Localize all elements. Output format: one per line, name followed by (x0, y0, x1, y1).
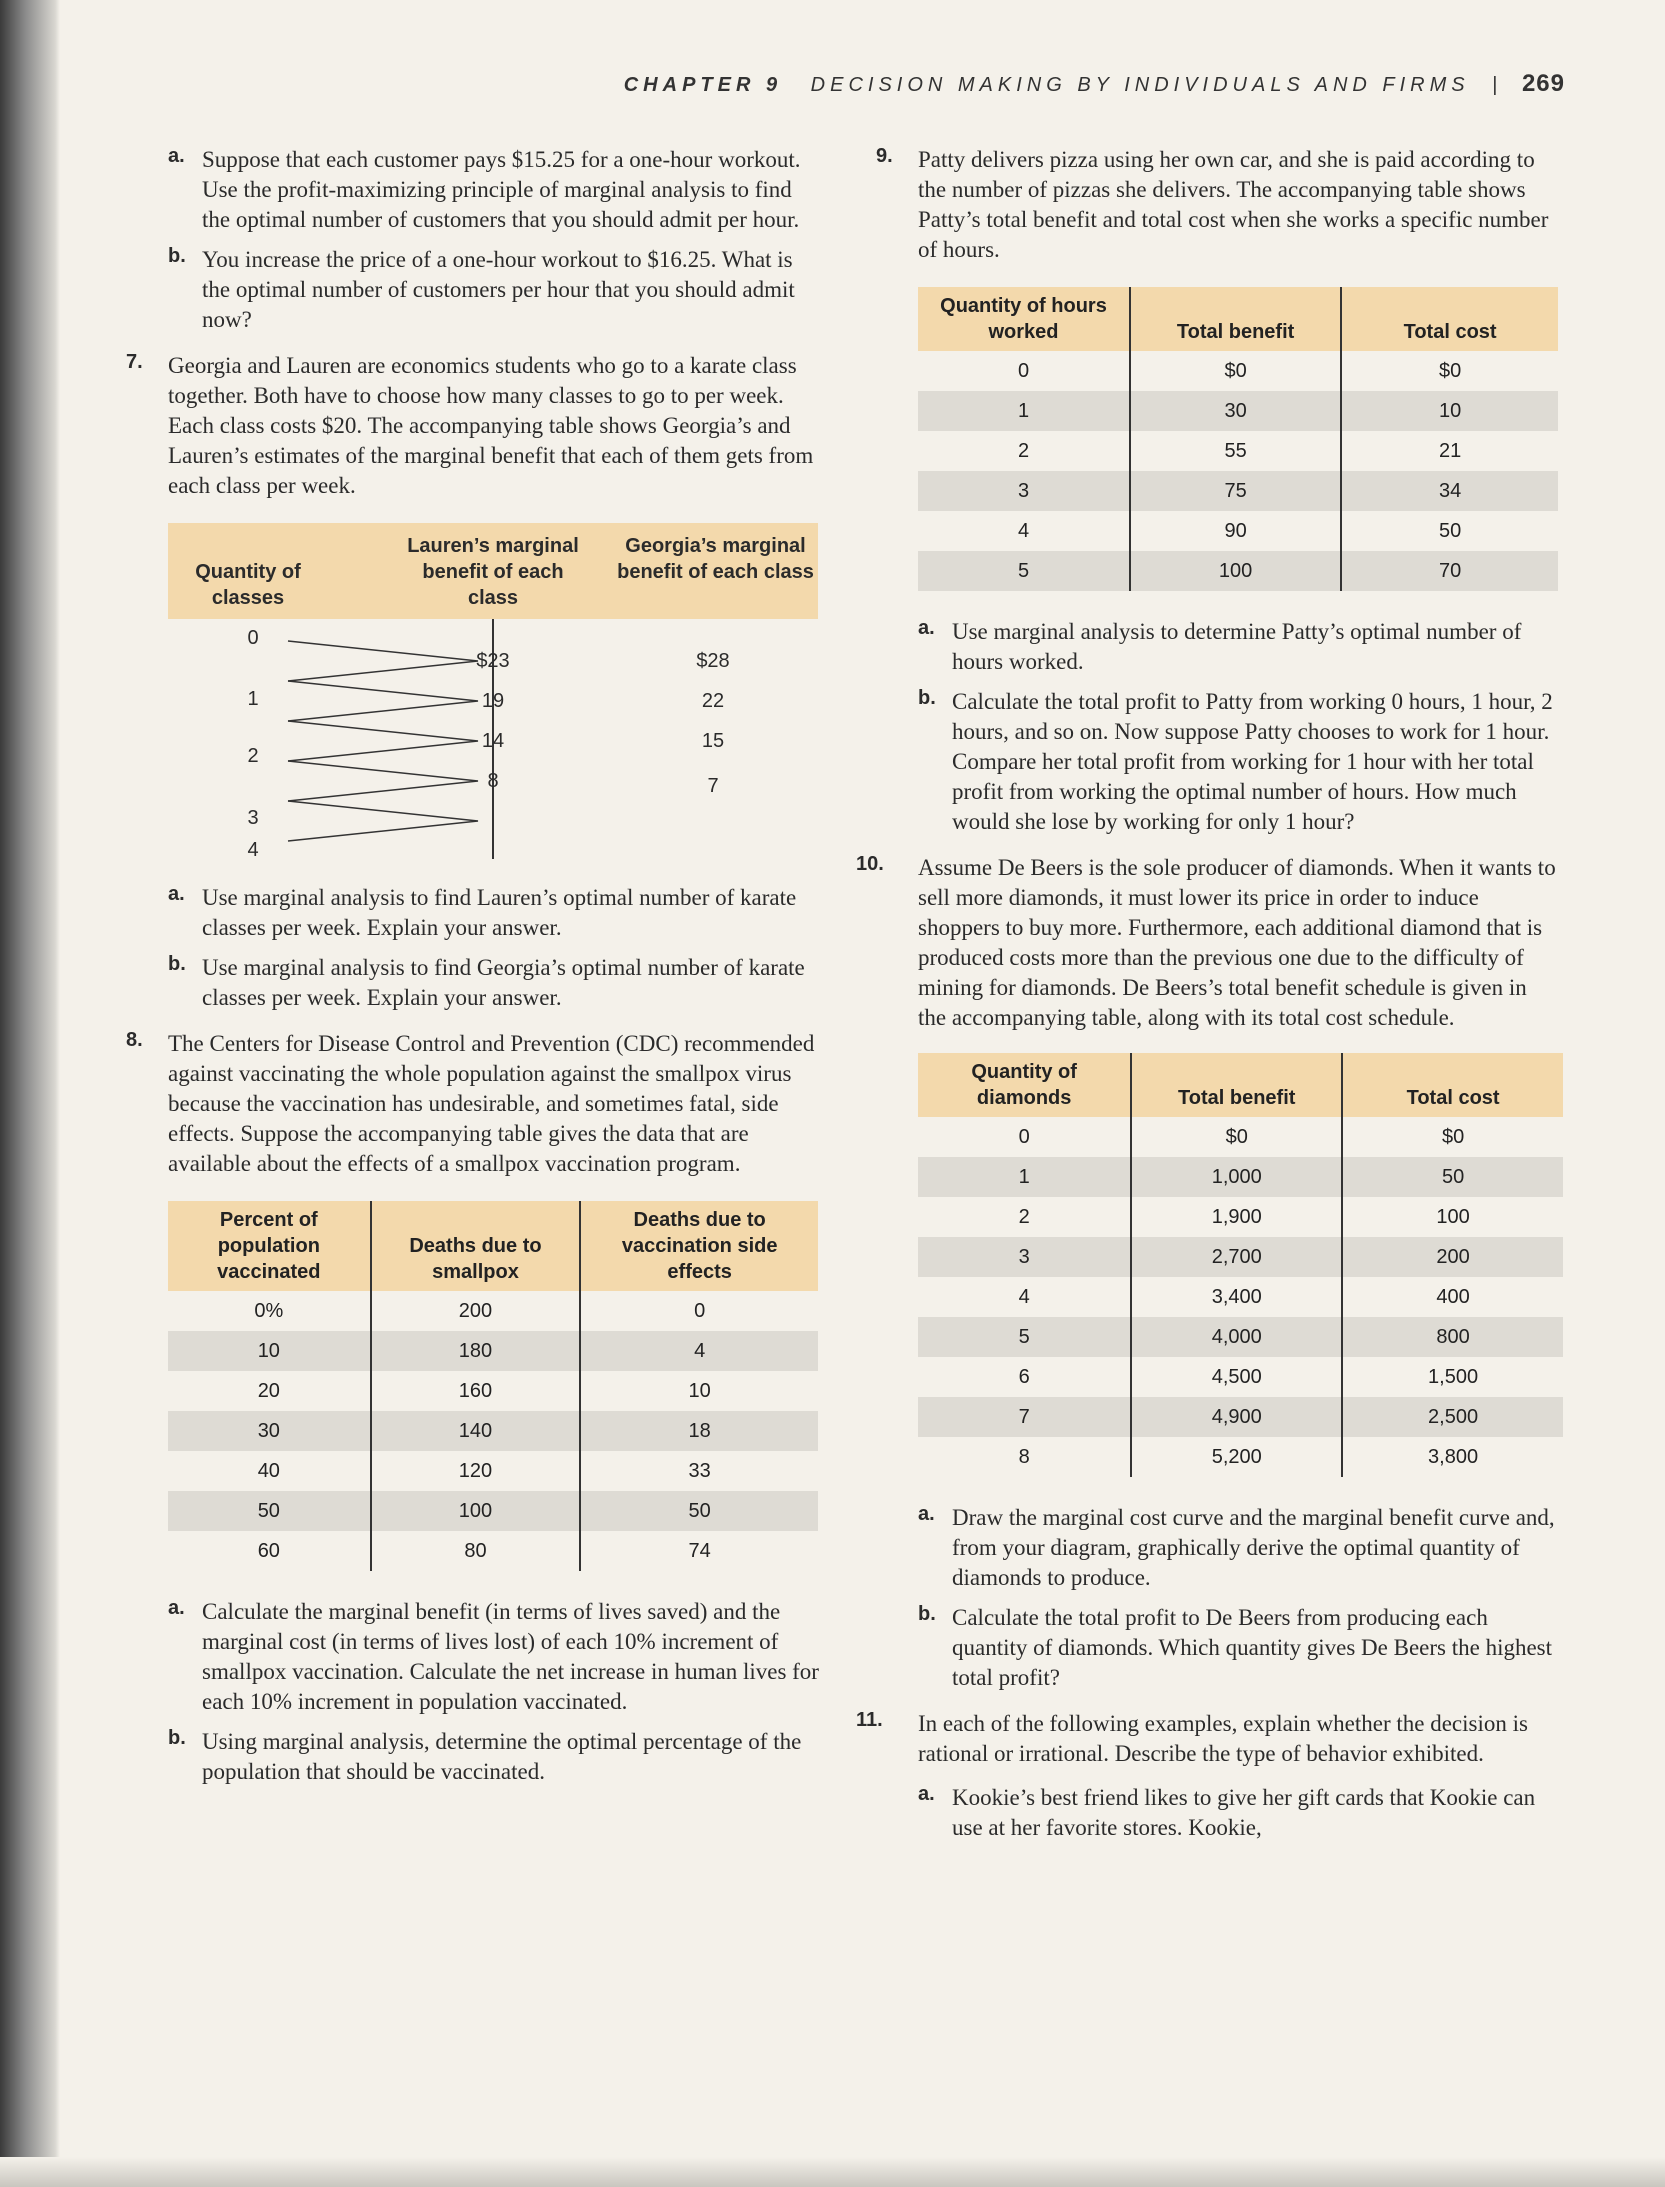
table-cell: 6 (1018, 1365, 1030, 1388)
patty-header-cost: Total cost (1341, 287, 1558, 351)
table-cell: 8 (1018, 1445, 1030, 1468)
table-cell: 100 (1130, 551, 1341, 591)
question-9: 9. Patty delivers pizza using her own car, and she is paid according to the number of pizzas she delivers. The accompanying table shows Patty’s total benefit and total cost when she works a specific number of hours. (876, 145, 1549, 262)
table-cell: 1,000 (1131, 1157, 1342, 1197)
table-cell: 4 (580, 1331, 818, 1371)
table-cell: 40 (257, 1459, 280, 1482)
page-number: 269 (1521, 70, 1565, 97)
table-cell: 2 (1017, 439, 1030, 462)
table-cell: 0% (254, 1299, 284, 1322)
table-cell: 120 (371, 1451, 581, 1491)
table-cell: 50 (1341, 511, 1558, 551)
diamonds-table (918, 1053, 1563, 1477)
table-cell: 400 (1342, 1277, 1563, 1317)
table-cell: 50 (1342, 1157, 1563, 1197)
table-cell: 7 (918, 1397, 1131, 1437)
karate-georgia-2: 22 (701, 690, 725, 712)
table-cell: 4,000 (1131, 1317, 1342, 1357)
karate-header-georgia: Georgia’s marginal benefit of each class (617, 535, 814, 583)
table-cell: 70 (1341, 551, 1558, 591)
table-cell: 0 (1017, 359, 1030, 382)
table-cell: 800 (1342, 1317, 1563, 1357)
table-cell: 3,400 (1131, 1277, 1342, 1317)
header-separator: | (1492, 74, 1498, 96)
question-11: 11. In each of the following examples, explain whether the decision is rational or irrational. Describe the type of behavior exhibited. (856, 1709, 1528, 1766)
table-cell: 3 (918, 1237, 1131, 1277)
table-cell: 3,800 (1342, 1437, 1563, 1477)
table-cell: 2,700 (1131, 1237, 1342, 1277)
book-gutter-shadow (0, 0, 60, 2187)
table-cell: 4 (1018, 1285, 1030, 1308)
patty-table (918, 287, 1558, 591)
table-cell: 200 (371, 1291, 581, 1331)
vaccination-table (168, 1201, 818, 1571)
table-cell: 55 (1130, 431, 1341, 471)
table-cell: 140 (371, 1411, 581, 1451)
table-cell: 180 (371, 1331, 581, 1371)
table-cell: 74 (580, 1531, 818, 1571)
chapter-label: CHAPTER 9 (623, 74, 783, 96)
table-cell: 1 (918, 391, 1130, 431)
table-cell: 80 (371, 1531, 581, 1571)
question-7b: b. Use marginal analysis to find Georgia’s optimal number of karate classes per week. Explain your answer. (168, 953, 805, 1010)
karate-header-quantity: Quantity of classes (195, 561, 301, 609)
page-bottom-shadow (0, 2157, 1665, 2187)
diamonds-header-benefit: Total benefit (1131, 1053, 1342, 1117)
table-cell: 21 (1341, 431, 1558, 471)
right-column (856, 145, 1560, 1853)
karate-georgia-3: 15 (701, 730, 725, 752)
table-cell: 200 (1342, 1237, 1563, 1277)
diamonds-header-quantity: Quantity of diamonds (918, 1053, 1131, 1117)
table-cell: 20 (257, 1379, 280, 1402)
table-cell: $0 (1130, 351, 1341, 391)
table-cell: 10 (1341, 391, 1558, 431)
table-cell: 160 (371, 1371, 581, 1411)
vaccination-header-side-effects: Deaths due to vaccination side effects (580, 1201, 818, 1291)
question-8b: b. Using marginal analysis, determine the optimal percentage of the population that should be vaccinated. (168, 1727, 802, 1784)
karate-qty-2: 2 (247, 745, 259, 767)
table-cell: 50 (580, 1491, 818, 1531)
question-10a: a. Draw the marginal cost curve and the marginal benefit curve and, from your diagram, graphically derive the optimal quantity of diamonds to produce. (918, 1503, 1555, 1590)
question-6a: a. Suppose that each customer pays $15.25 for a one-hour workout. Use the profit-maximizing principle of marginal analysis to find the optimal number of customers that you should admit per hour. (168, 145, 801, 232)
question-7a: a. Use marginal analysis to find Lauren’s optimal number of karate classes per week. Explain your answer. (168, 883, 797, 940)
patty-header-benefit: Total benefit (1130, 287, 1341, 351)
table-cell: 4 (1017, 519, 1030, 542)
table-cell: 2 (1018, 1205, 1030, 1228)
question-9b: b. Calculate the total profit to Patty from working 0 hours, 1 hour, 2 hours, and so on. Now suppose Patty chooses to work for 1 hour. Compare her total profit from working for 1 hour with her total profit from working the optimal number of hours. How much would she lose by working for only 1 hour? (918, 687, 1553, 834)
table-cell: 1 (918, 1157, 1131, 1197)
karate-lauren-3: 14 (481, 730, 505, 752)
table-cell: 4,900 (1131, 1397, 1342, 1437)
question-10b: b. Calculate the total profit to De Beers from producing each quantity of diamonds. Which quantity gives De Beers the highest total profit? (918, 1603, 1553, 1690)
karate-lauren-2: 19 (481, 690, 505, 712)
question-8: 8. The Centers for Disease Control and Prevention (CDC) recommended against vaccinating the whole population against the smallpox virus because the vaccination has undesirable, and sometimes fatal, side effects. Suppose the accompanying table gives the data that are available about the effects of a smallpox vaccination program. (126, 1029, 815, 1176)
karate-qty-0: 0 (247, 627, 259, 649)
table-cell: 60 (257, 1539, 280, 1562)
karate-qty-4: 4 (247, 839, 259, 861)
chapter-title: DECISION MAKING BY INDIVIDUALS AND FIRMS (810, 74, 1470, 96)
question-8a: a. Calculate the marginal benefit (in terms of lives saved) and the marginal cost (in terms of lives lost) of each 10% increment of smallpox vaccination. Calculate the net increase in human lives for each 10% increment in population vaccinated. (168, 1597, 819, 1714)
table-cell: 10 (580, 1371, 818, 1411)
karate-table (168, 523, 818, 859)
question-7: 7. Georgia and Lauren are economics students who go to a karate class together. Both have to choose how many classes to go to per week. Each class costs $20. The accompanying table shows Georgia’s and Lauren’s estimates of the marginal benefit that each of them gets from each class per week. (126, 351, 814, 498)
table-cell: $0 (1342, 1117, 1563, 1157)
table-cell: 0 (580, 1291, 818, 1331)
table-cell: 100 (371, 1491, 581, 1531)
table-cell: 50 (168, 1491, 371, 1531)
question-6b: b. You increase the price of a one-hour workout to $16.25. What is the optimal number of customers per hour that you should admit now? (168, 245, 795, 332)
page-header (624, 70, 1565, 98)
table-cell: 0 (1018, 1125, 1030, 1148)
table-cell: 4,500 (1131, 1357, 1342, 1397)
table-cell: 2,500 (1342, 1397, 1563, 1437)
table-cell: 18 (580, 1411, 818, 1451)
karate-georgia-4: 7 (707, 775, 719, 797)
table-cell: 33 (580, 1451, 818, 1491)
table-cell: 34 (1341, 471, 1558, 511)
karate-lauren-4: 8 (487, 770, 499, 792)
karate-qty-1: 1 (247, 688, 259, 710)
table-cell: 1,500 (1342, 1357, 1563, 1397)
table-cell: 5,200 (1131, 1437, 1342, 1477)
karate-qty-3: 3 (247, 807, 259, 829)
table-cell: 3 (918, 471, 1130, 511)
table-cell: 1,900 (1131, 1197, 1342, 1237)
table-cell: 5 (918, 1317, 1131, 1357)
table-cell: 90 (1130, 511, 1341, 551)
table-cell: $0 (1341, 351, 1558, 391)
table-cell: 10 (168, 1331, 371, 1371)
vaccination-header-percent: Percent of population vaccinated (168, 1201, 371, 1291)
diamonds-header-cost: Total cost (1342, 1053, 1563, 1117)
vaccination-header-smallpox: Deaths due to smallpox (371, 1201, 581, 1291)
karate-georgia-1: $28 (696, 650, 730, 672)
left-column (126, 145, 820, 1797)
table-cell: 30 (1130, 391, 1341, 431)
table-cell: 100 (1342, 1197, 1563, 1237)
question-9a: a. Use marginal analysis to determine Patty’s optimal number of hours worked. (918, 617, 1522, 674)
karate-lauren-1: $23 (476, 650, 510, 672)
table-cell: $0 (1131, 1117, 1342, 1157)
karate-header-lauren: Lauren’s marginal benefit of each class (407, 535, 579, 609)
patty-header-hours: Quantity of hours worked (918, 287, 1130, 351)
table-cell: 75 (1130, 471, 1341, 511)
table-cell: 5 (918, 551, 1130, 591)
question-10: 10. Assume De Beers is the sole producer of diamonds. When it wants to sell more diamonds, it must lower its price in order to induce shoppers to buy more. Furthermore, each additional diamond that is produced costs more than the previous one due to the difficulty of mining for diamonds. De Beers’s total benefit schedule is given in the accompanying table, along with its total cost schedule. (856, 853, 1556, 1030)
table-cell: 30 (168, 1411, 371, 1451)
question-11a: a. Kookie’s best friend likes to give her gift cards that Kookie can use at her favorite stores. Kookie, (918, 1783, 1536, 1840)
